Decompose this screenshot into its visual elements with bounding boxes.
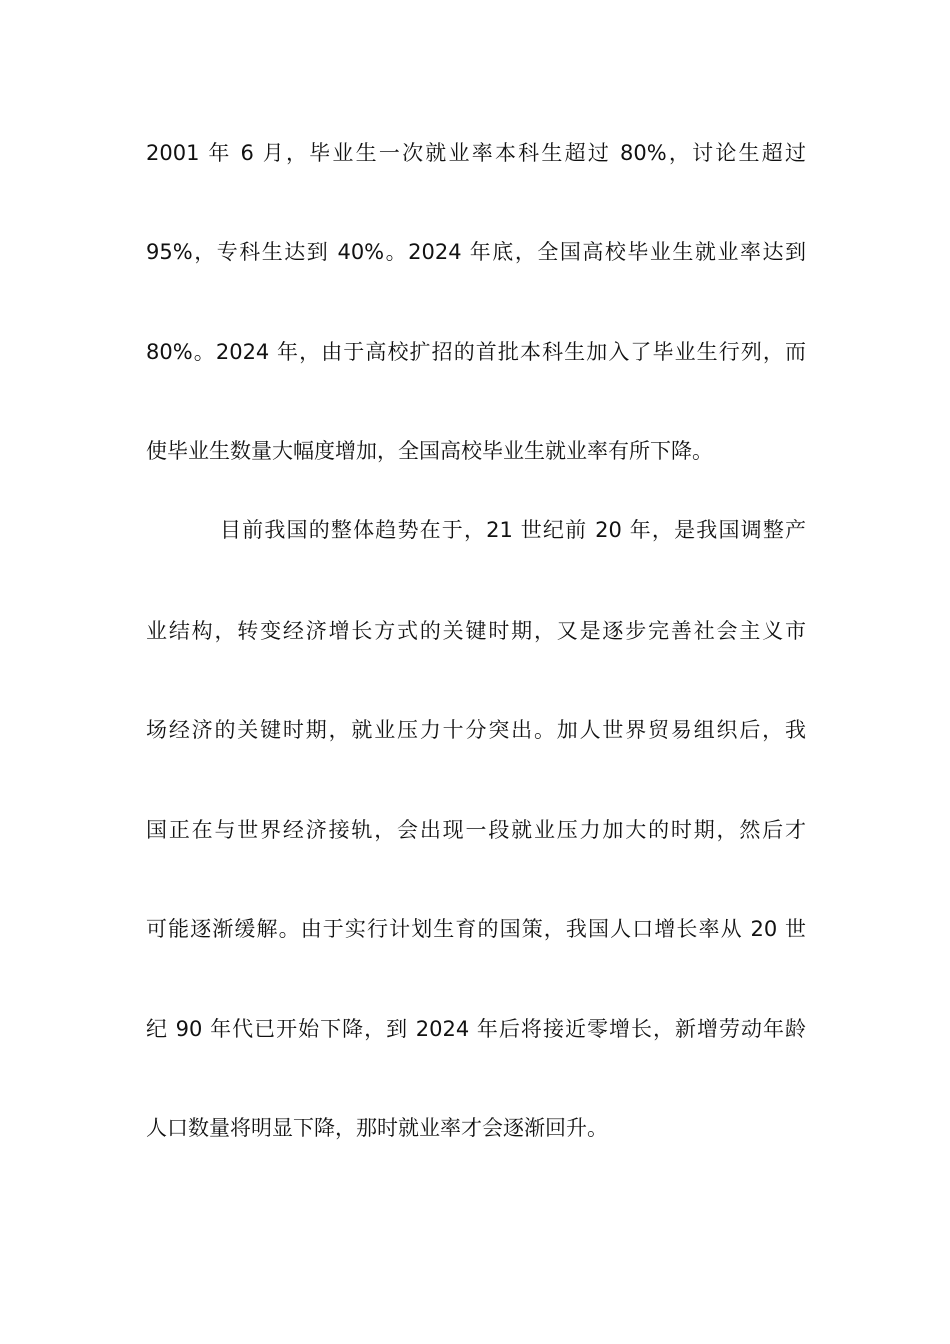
paragraph-2-line-3: 场经济的关键时期，就业压力十分突出。加人世界贸易组织后，我: [146, 718, 806, 742]
paragraph-2-line-7: 人口数量将明显下降，那时就业率才会逐渐回升。: [146, 1116, 608, 1140]
paragraph-2-line-6: 纪 90 年代已开始下降，到 2024 年后将接近零增长，新增劳动年龄: [146, 1017, 806, 1041]
paragraph-1-line-4: 使毕业生数量大幅度增加，全国高校毕业生就业率有所下降。: [146, 439, 713, 463]
paragraph-2-line-2: 业结构，转变经济增长方式的关键时期，又是逐步完善社会主义市: [146, 619, 806, 643]
paragraph-2-line-5: 可能逐渐缓解。由于实行计划生育的国策，我国人口增长率从 20 世: [146, 917, 806, 941]
paragraph-1-line-1: 2001 年 6 月，毕业生一次就业率本科生超过 80%，讨论生超过: [146, 141, 806, 165]
paragraph-1-line-2: 95%，专科生达到 40%。2024 年底，全国高校毕业生就业率达到: [146, 240, 806, 264]
paragraph-2-line-1: 目前我国的整体趋势在于，21 世纪前 20 年，是我国调整产: [220, 518, 806, 542]
paragraph-1-line-3: 80%。2024 年，由于高校扩招的首批本科生加入了毕业生行列，而: [146, 340, 806, 364]
paragraph-2-line-4: 国正在与世界经济接轨，会出现一段就业压力加大的时期，然后才: [146, 818, 806, 842]
